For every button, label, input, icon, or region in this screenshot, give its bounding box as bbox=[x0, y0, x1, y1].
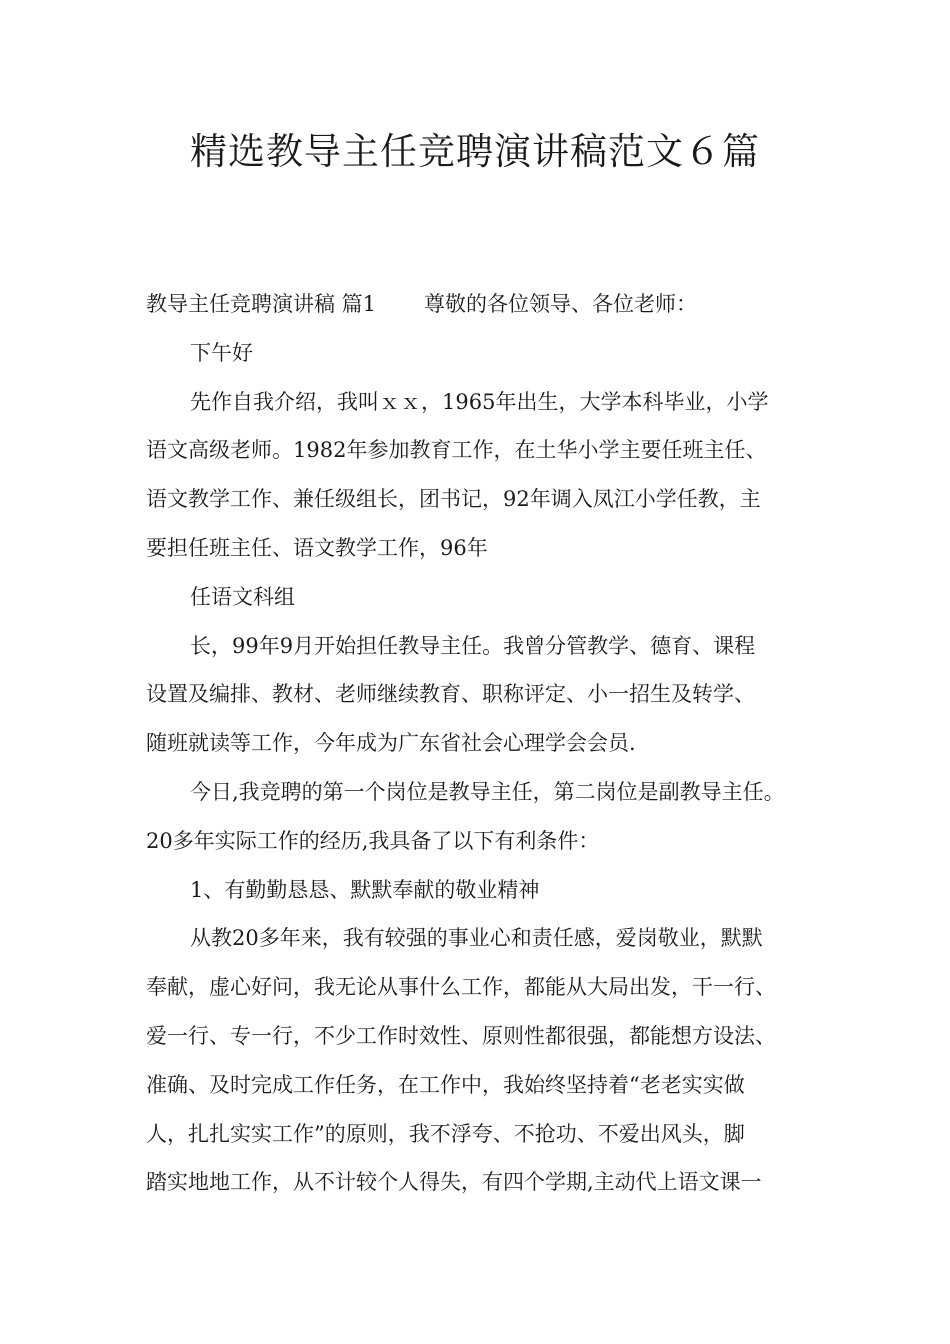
paragraph-line: 任语文科组 bbox=[190, 584, 295, 609]
paragraph-line: 要担任班主任、语文教学工作，96年 bbox=[146, 535, 488, 560]
paragraph-line: 人，扎扎实实工作”的原则，我不浮夸、不抢功、不爱出风头，脚 bbox=[146, 1121, 745, 1146]
paragraph-line: 语文高级老师。1982年参加教育工作，在土华小学主要任班主任、 bbox=[146, 438, 767, 463]
paragraph-line: 长，99年9月开始担任教导主任。我曾分管教学、德育、课程 bbox=[190, 633, 756, 658]
section-label: 教导主任竞聘演讲稿 篇1 bbox=[146, 292, 377, 316]
document-body bbox=[146, 280, 810, 1207]
paragraph-line: 1、有勤勤恳恳、默默奉献的敬业精神 bbox=[190, 877, 540, 902]
paragraph-line: 设置及编排、教材、老师继续教育、职称评定、小一招生及转学、 bbox=[146, 682, 755, 707]
paragraph-line: 20多年实际工作的经历,我具备了以下有利条件： bbox=[146, 828, 600, 853]
paragraph-line: 随班就读等工作，今年成为广东省社会心理学会会员. bbox=[146, 731, 636, 756]
paragraph-line: 爱一行、专一行，不少工作时效性、原则性都很强，都能想方设法、 bbox=[146, 1023, 776, 1048]
greeting: 尊敬的各位领导、各位老师： bbox=[424, 292, 698, 316]
document-title: 精选教导主任竞聘演讲稿范文６篇 bbox=[190, 130, 760, 173]
paragraph-line: 语文教学工作、兼任级组长，团书记，92年调入凤江小学任教，主 bbox=[146, 487, 761, 512]
heading-line bbox=[146, 280, 810, 329]
paragraph-line: 准确、及时完成工作任务，在工作中，我始终坚持着“老老实实做 bbox=[146, 1072, 745, 1097]
paragraph-line: 今日,我竞聘的第一个岗位是教导主任，第二岗位是副教导主任。 bbox=[190, 779, 785, 804]
paragraph-line: 踏实地地工作，从不计较个人得失，有四个学期,主动代上语文课一 bbox=[146, 1170, 762, 1195]
paragraph-line: 先作自我介绍，我叫ｘｘ，1965年出生，大学本科毕业，小学 bbox=[190, 389, 769, 414]
paragraph-line: 下午好 bbox=[190, 340, 253, 365]
paragraph-line: 从教20多年来，我有较强的事业心和责任感，爱岗敬业，默默 bbox=[190, 926, 763, 951]
paragraph-line: 奉献，虚心好问，我无论从事什么工作，都能从大局出发，干一行、 bbox=[146, 975, 776, 1000]
